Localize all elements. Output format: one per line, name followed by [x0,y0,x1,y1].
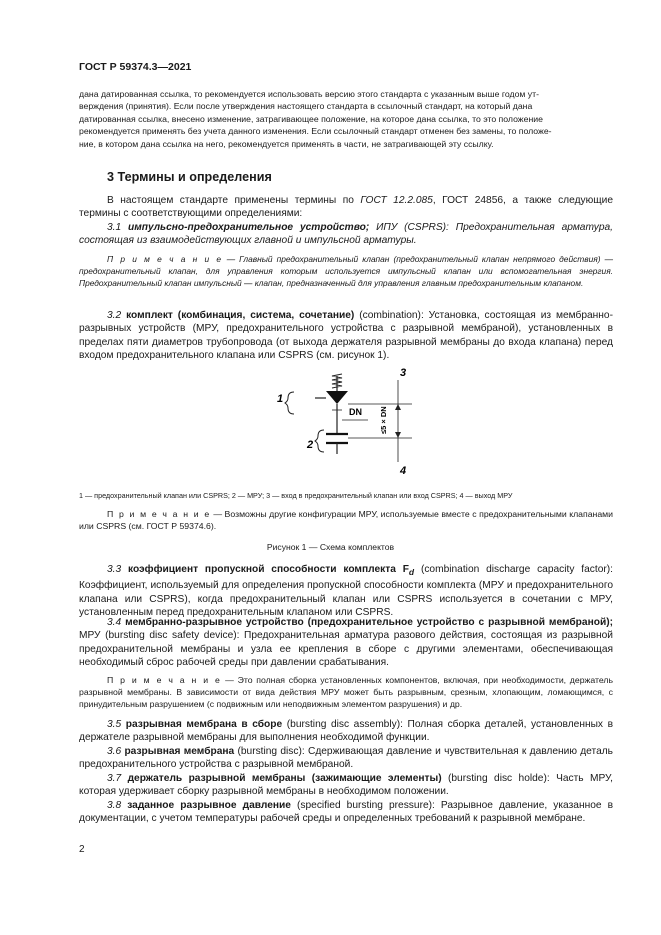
intro-line: рекомендуется применять без учета данного изменения. Если ссылочный стандарт отменен без замены, то положе- [79,126,552,137]
intro-line: дана датированная ссылка, то рекомендуется использовать версию этого стандарта с указанным выше годом ут- [79,89,540,99]
document-header: ГОСТ Р 59374.3—2021 [79,61,192,73]
term-definition: (bursting disc): Сдерживающая давление и чувствительная к давлению деталь предохранительного устройства с разрывной мембраной. [79,746,613,771]
section-lead [79,194,613,221]
intro-line: верждения (принятия). Если после утверждения настоящего стандарта в ссылочный стандарт, на который дана [79,101,533,112]
figure-label-1: 1 [277,393,284,405]
dim-arrow-down-icon [395,432,401,438]
term-name: комплект (комбинация, система, сочетание) [126,310,355,321]
term-name: коэффициент пропускной способности комплекта F [128,564,409,575]
figure-label-3: 3 [400,367,407,379]
note-label: П р и м е ч а н и е [107,509,211,519]
figure-caption: Рисунок 1 — Схема комплектов [266,542,395,552]
note-text: — Главный предохранительный клапан (предохранительный клапан непрямого действия) — предохранительный клапан, для управления которым используется импульсный клапан или вспомогательная энергия. Предохранительный клапан импульсный — клапан, предназначенный для управления главным предохранительным клапаном. [79,254,614,289]
dimension-label: ≤5 × DN [379,406,388,434]
term-number: 3.1 [107,222,122,233]
term-definition: (bursting disc assembly): Полная сборка деталей, установленных в держателе разрывной мембраны для выполнения необходимой функции. [79,719,613,744]
dn-label: DN [349,407,362,417]
dim-arrow-up-icon [395,404,401,410]
term-name: импульсно-предохранительное устройство; [128,222,370,233]
valve-body-icon [326,391,348,404]
term-definition: (combination discharge capacity factor): Коэффициент, используемый для определения пропускной способности комплекта (МРУ и предохранительного клапана или CSPRS), когда предохранительный клапан или CSPRS используется в сочетании с МРУ, установленным перед предохранительным клапаном или CSPRS. [79,564,613,619]
intro-paragraph [79,88,613,150]
note-1 [79,253,613,290]
figure-label-2: 2 [307,439,314,451]
lead-ref: ГОСТ 12.2.085 [360,195,433,206]
figure-legend: 1 — предохранительный клапан или CSPRS; 2 — МРУ; 3 — вход в предохранительный клапан или вход CSPRS; 4 — выход МРУ [79,491,513,500]
lead-text-b: , ГОСТ 24856, а также следующие термины с соответствующими определениями: [79,195,613,220]
term-3-4 [79,616,613,670]
term-subscript: d [408,567,415,578]
note-label: П р и м е ч а н и е [107,675,222,685]
intro-line: датированная ссылка, внесено изменение, затрагивающее положение, на которое дана ссылка, то это положение [79,113,543,124]
term-3-7 [79,772,613,799]
term-number: 3.6 [107,746,122,757]
term-3-2 [79,309,613,363]
figure-note [79,508,613,532]
term-number: 3.5 [107,719,122,730]
term-3-1 [79,221,613,248]
figure-1-diagram [270,362,420,484]
page-number: 2 [79,844,85,855]
intro-line: ние, в котором дана ссылка на него, рекомендуется применять в части, не затрагивающей эту ссылку. [79,138,494,149]
term-3-5 [79,718,613,745]
figure-label-4: 4 [400,465,407,477]
term-number: 3.2 [107,310,122,321]
brace-1 [285,392,294,414]
term-number: 3.7 [107,773,122,784]
note-label: П р и м е ч а н и е [107,254,223,264]
term-name: разрывная мембрана в сборе [125,719,283,730]
term-3-8 [79,799,613,826]
brace-2 [315,430,324,452]
term-definition: (bursting disc holde): Часть МРУ, которая удерживает сборку разрывной мембраны в необходимом положении. [79,773,613,798]
note-text: — Возможны другие конфигурации МРУ, используемые вместе с предохранительными клапанами или CSPRS (см. ГОСТ Р 59374.6). [79,509,613,532]
term-name: держатель разрывной мембраны (зажимающие элементы) [127,773,442,784]
term-number: 3.4 [107,617,122,628]
term-name: заданное разрывное давление [127,800,291,811]
note-text: — Это полная сборка установленных компонентов, включая, при необходимости, держатель разрывной мембраны. В зависимости от вида действия МРУ может быть разрывным, срезным, хлопающим, ломающимся, с принудительным разрушением (с подвижным или неподвижным элементом разрушения) и др. [79,675,614,710]
term-3-3 [79,563,613,620]
term-3-6 [79,745,613,772]
term-definition: МРУ (bursting disc safety device): Предохранительная арматура разового действия, состоящая из разрывной предохранительной мембраны и узла ее крепления в сборе с другими элементами, обеспечивающая необходимый сброс рабочей среды при давлении срабатывания. [79,630,613,669]
term-number: 3.8 [107,800,122,811]
note-2 [79,674,613,711]
term-definition: (specified bursting pressure): Разрывное давление, указанное в документации, с учетом температуры рабочей среды и определенных требований к разрывной мембране. [79,800,614,825]
term-definition: (combination): Установка, состоящая из мембранно-разрывных устройств (МРУ, предохранительного устройства с разрывной мембраной), установленных в пределах пяти диаметров трубопровода (от выхода держателя разрывной мембраны до входа клапана) перед входом предохранительного клапана или CSPRS (см. рисунок 1). [79,310,613,362]
section-title: 3 Термины и определения [107,170,272,184]
term-definition: ИПУ (CSPRS): Предохранительная арматура, состоящая из взаимодействующих главной и импульсной арматуры. [79,222,613,247]
term-name: разрывная мембрана [124,746,235,757]
term-number: 3.3 [107,564,122,575]
lead-text-a: В настоящем стандарте применены термины по [107,195,361,206]
term-name: мембранно-разрывное устройство (предохранительное устройство с разрывной мембраной); [125,617,613,628]
